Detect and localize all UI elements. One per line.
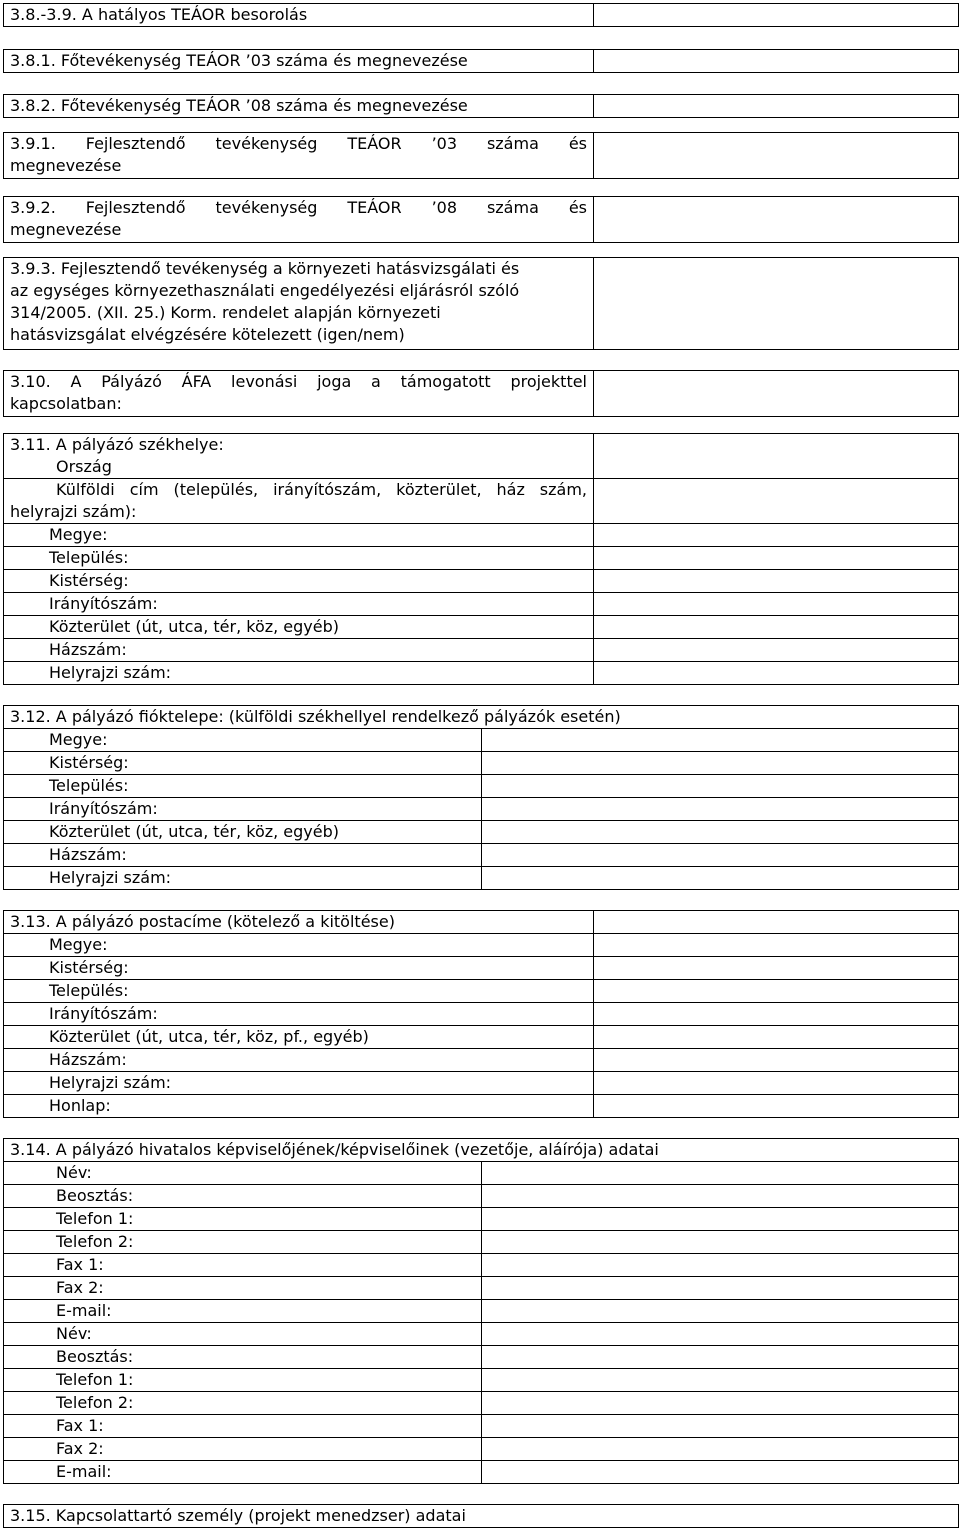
seat-lot-number-value[interactable] (594, 662, 959, 685)
postal-lot-number-value[interactable] (594, 1072, 959, 1095)
rep1-name-value[interactable] (481, 1162, 958, 1185)
postal-house-number-label: Házszám: (49, 1050, 127, 1069)
main-activity-03-value[interactable] (594, 50, 959, 73)
spacer (4, 1484, 959, 1505)
branch-house-number-value[interactable] (481, 844, 958, 867)
seat-foreign-label-line1: Külföldi cím (település, irányítószám, közterület, ház szám, (56, 480, 587, 499)
dev-activity-08-value[interactable] (594, 197, 959, 243)
spacer (4, 1118, 959, 1139)
rep1-fax1-label: Fax 1: (56, 1255, 104, 1274)
main-activity-03-label: 3.8.1. Főtevékenység TEÁOR ’03 száma és megnevezése (10, 51, 468, 70)
postal-zip-label: Irányítószám: (49, 1004, 158, 1023)
postal-subregion-value[interactable] (594, 957, 959, 980)
env-impact-cell (4, 258, 594, 350)
vat-value[interactable] (594, 371, 959, 417)
spacer (4, 890, 959, 911)
rep2-email-label: E-mail: (56, 1462, 112, 1481)
application-form-table (3, 3, 959, 1528)
seat-county-label: Megye: (49, 525, 108, 544)
vat-label-line2: kapcsolatban: (10, 394, 122, 413)
branch-house-number-label: Házszám: (49, 845, 127, 864)
postal-county-label: Megye: (49, 935, 108, 954)
branch-county-value[interactable] (481, 729, 958, 752)
rep1-phone1-label: Telefon 1: (56, 1209, 134, 1228)
seat-house-number-label: Házszám: (49, 640, 127, 659)
spacer (4, 27, 959, 50)
postal-town-label: Település: (49, 981, 129, 1000)
dev-activity-03-label-line2: megnevezése (10, 156, 122, 175)
branch-town-value[interactable] (481, 775, 958, 798)
dev-activity-03-value[interactable] (594, 133, 959, 179)
rep1-position-label: Beosztás: (56, 1186, 134, 1205)
branch-town-label: Település: (49, 776, 129, 795)
rep2-position-value[interactable] (481, 1346, 958, 1369)
seat-town-value[interactable] (594, 547, 959, 570)
seat-foreign-value[interactable] (594, 479, 959, 524)
rep2-phone2-label: Telefon 2: (56, 1393, 134, 1412)
branch-section (4, 706, 959, 890)
rep1-phone2-label: Telefon 2: (56, 1232, 134, 1251)
vat-label-line1: 3.10. A Pályázó ÁFA levonási joga a támogatott projekttel (10, 372, 587, 391)
contact-person-title: 3.15. Kapcsolattartó személy (projekt menedzser) adatai (10, 1506, 466, 1525)
env-impact-label-line2: az egységes környezethasználati engedélyezési eljárásról szóló (10, 281, 520, 300)
rep2-fax2-value[interactable] (481, 1438, 958, 1461)
rep2-email-value[interactable] (481, 1461, 958, 1484)
rep1-name-label: Név: (56, 1163, 92, 1182)
spacer (4, 118, 959, 133)
rep1-fax2-label: Fax 2: (56, 1278, 104, 1297)
seat-house-number-value[interactable] (594, 639, 959, 662)
rep1-fax2-value[interactable] (481, 1277, 958, 1300)
env-impact-label-line3: 314/2005. (XII. 25.) Korm. rendelet alapján környezeti (10, 303, 441, 322)
dev-activity-08-cell (4, 197, 594, 243)
env-impact-value[interactable] (594, 258, 959, 350)
seat-title-value (594, 434, 959, 456)
rep2-fax1-value[interactable] (481, 1415, 958, 1438)
rep2-name-value[interactable] (481, 1323, 958, 1346)
teaor-header-value[interactable] (594, 4, 959, 27)
branch-zip-label: Irányítószám: (49, 799, 158, 818)
branch-lot-number-value[interactable] (481, 867, 958, 890)
seat-country-value[interactable] (594, 456, 959, 479)
rep2-phone1-value[interactable] (481, 1369, 958, 1392)
seat-town-label: Település: (49, 548, 129, 567)
seat-country-label: Ország (56, 457, 112, 476)
main-activity-03-cell (4, 50, 594, 73)
representative-title: 3.14. A pályázó hivatalos képviselőjének/képviselőinek (vezetője, aláírója) adatai (10, 1140, 659, 1159)
postal-section (4, 911, 959, 1118)
spacer (4, 685, 959, 706)
env-impact-label-line4: hatásvizsgálat elvégzésére kötelezett (igen/nem) (10, 325, 405, 344)
postal-zip-value[interactable] (594, 1003, 959, 1026)
postal-house-number-value[interactable] (594, 1049, 959, 1072)
spacer (4, 73, 959, 95)
branch-lot-number-label: Helyrajzi szám: (49, 868, 172, 887)
rep1-phone1-value[interactable] (481, 1208, 958, 1231)
branch-title: 3.12. A pályázó fióktelepe: (külföldi székhellyel rendelkező pályázók esetén) (10, 707, 621, 726)
postal-title: 3.13. A pályázó postacíme (kötelező a kitöltése) (10, 912, 395, 931)
rep1-email-label: E-mail: (56, 1301, 112, 1320)
postal-town-value[interactable] (594, 980, 959, 1003)
postal-street-label: Közterület (út, utca, tér, köz, pf., egyéb) (49, 1027, 369, 1046)
contact-person-cell (4, 1505, 959, 1528)
seat-foreign-label-line2: helyrajzi szám): (10, 502, 137, 521)
main-activity-08-cell (4, 95, 594, 118)
postal-street-value[interactable] (594, 1026, 959, 1049)
vat-cell (4, 371, 594, 417)
dev-activity-03-label-line1: 3.9.1. Fejlesztendő tevékenység TEÁOR ’03 száma és (10, 134, 587, 153)
rep2-phone1-label: Telefon 1: (56, 1370, 134, 1389)
spacer (4, 179, 959, 197)
rep2-position-label: Beosztás: (56, 1347, 134, 1366)
branch-subregion-value[interactable] (481, 752, 958, 775)
seat-zip-value[interactable] (594, 593, 959, 616)
dev-activity-03-cell (4, 133, 594, 179)
rep1-position-value[interactable] (481, 1185, 958, 1208)
seat-zip-label: Irányítószám: (49, 594, 158, 613)
branch-county-label: Megye: (49, 730, 108, 749)
rep1-email-value[interactable] (481, 1300, 958, 1323)
seat-lot-number-label: Helyrajzi szám: (49, 663, 172, 682)
branch-zip-value[interactable] (481, 798, 958, 821)
branch-subregion-label: Kistérség: (49, 753, 129, 772)
branch-street-value[interactable] (481, 821, 958, 844)
spacer (4, 243, 959, 258)
postal-lot-number-label: Helyrajzi szám: (49, 1073, 172, 1092)
rep2-name-label: Név: (56, 1324, 92, 1343)
rep2-fax2-label: Fax 2: (56, 1439, 104, 1458)
spacer (4, 417, 959, 434)
representative-section (4, 1139, 959, 1484)
postal-title-value (594, 911, 959, 934)
rep1-fax1-value[interactable] (481, 1254, 958, 1277)
spacer (4, 350, 959, 371)
postal-county-value[interactable] (594, 934, 959, 957)
dev-activity-08-label-line1: 3.9.2. Fejlesztendő tevékenység TEÁOR ’08 száma és (10, 198, 587, 217)
seat-county-value[interactable] (594, 524, 959, 547)
rep2-phone2-value[interactable] (481, 1392, 958, 1415)
main-activity-08-label: 3.8.2. Főtevékenység TEÁOR ’08 száma és megnevezése (10, 96, 468, 115)
teaor-header-label: 3.8.-3.9. A hatályos TEÁOR besorolás (10, 5, 308, 24)
main-activity-08-value[interactable] (594, 95, 959, 118)
postal-website-value[interactable] (594, 1095, 959, 1118)
seat-street-label: Közterület (út, utca, tér, köz, egyéb) (49, 617, 340, 636)
seat-subregion-label: Kistérség: (49, 571, 129, 590)
rep1-phone2-value[interactable] (481, 1231, 958, 1254)
seat-title: 3.11. A pályázó székhelye: (10, 435, 224, 454)
postal-subregion-label: Kistérség: (49, 958, 129, 977)
teaor-header-cell (4, 4, 594, 27)
branch-street-label: Közterület (út, utca, tér, köz, egyéb) (49, 822, 340, 841)
dev-activity-08-label-line2: megnevezése (10, 220, 122, 239)
env-impact-label-line1: 3.9.3. Fejlesztendő tevékenység a környezeti hatásvizsgálati és (10, 259, 520, 278)
seat-street-value[interactable] (594, 616, 959, 639)
seat-section (4, 434, 959, 685)
postal-website-label: Honlap: (49, 1096, 111, 1115)
seat-subregion-value[interactable] (594, 570, 959, 593)
rep2-fax1-label: Fax 1: (56, 1416, 104, 1435)
